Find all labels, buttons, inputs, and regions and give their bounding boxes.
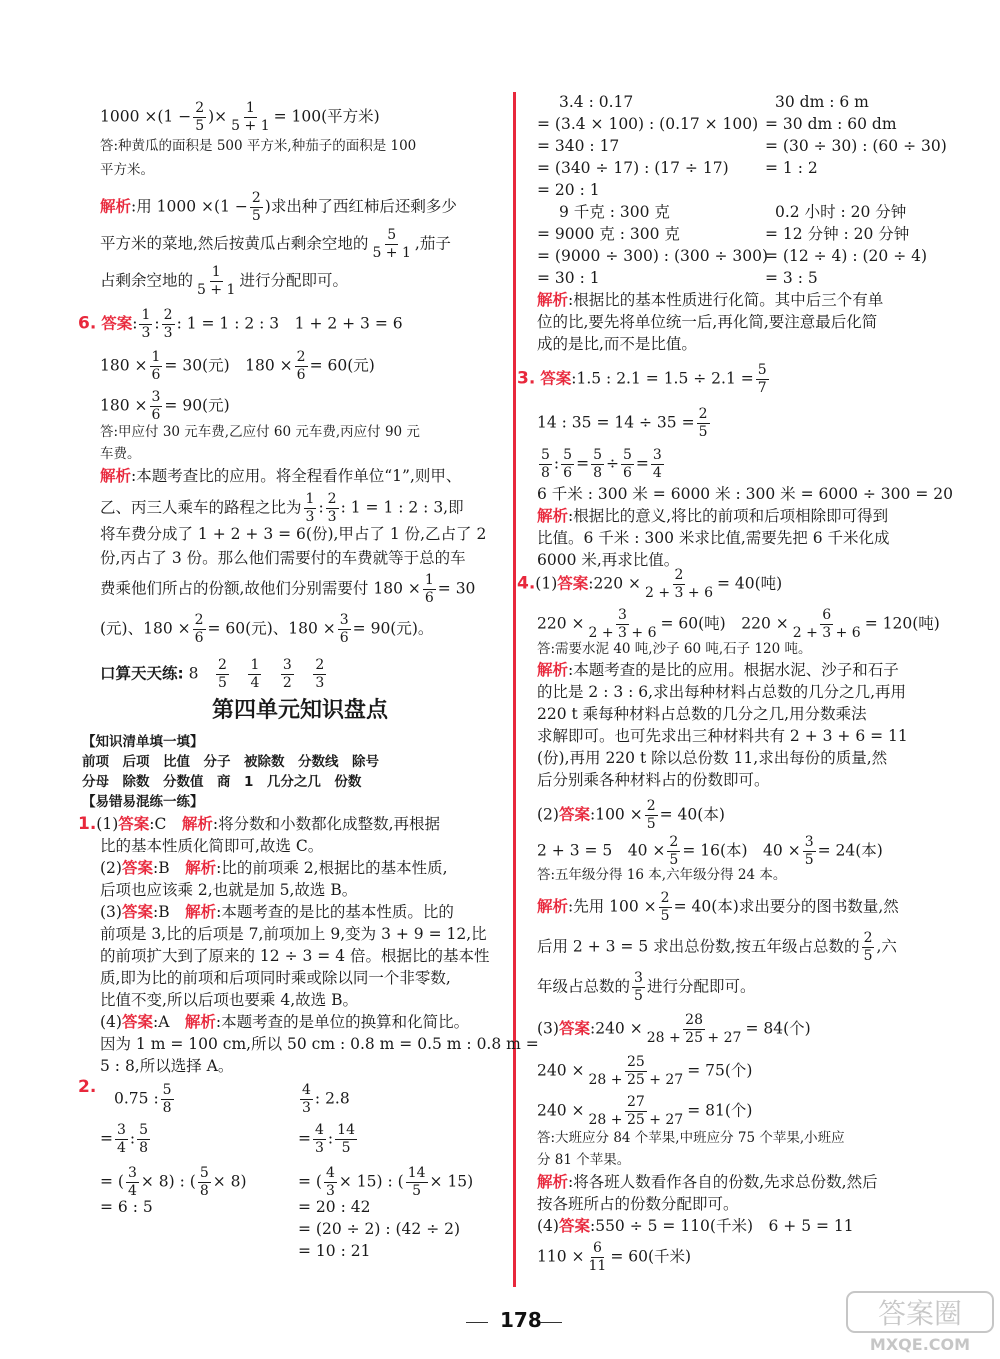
calc-line: 220 × $\frac{3}{2 + 3 + 6}$ = 60(吨) 220 × $\frac{6}{2 + 3 + 6}$ = 120(吨) — [537, 607, 940, 641]
section-heading: 【易错易混练一练】 — [82, 794, 204, 810]
column-divider — [513, 92, 516, 1287]
calc-line: = 3 : 5 — [765, 269, 818, 287]
answer-text: 答:种黄瓜的面积是 500 平方米,种茄子的面积是 100 — [100, 138, 417, 154]
calc-line: = 30 : 1 — [537, 269, 600, 287]
analysis-line: 年级占总数的 $\frac{3}{5}$ 进行分配即可。 — [537, 970, 756, 1004]
calc-line: = (9000 ÷ 300) : (300 ÷ 300) — [537, 247, 769, 265]
analysis-line: 乙、丙三人乘车的路程之比为 $\frac{1}{3}$ : $\frac{2}{3}$ : 1 = 1 : 2 : 3,即 — [100, 491, 464, 525]
answer-text: 答:甲应付 30 元车费,乙应付 60 元车费,丙应付 90 元 — [100, 424, 420, 440]
calc-line: 0.75 : $\frac{5}{8}$ — [114, 1082, 172, 1116]
analysis-line: 将车费分成了 1 + 2 + 3 = 6(份),甲占了 1 份,乙占了 2 — [100, 525, 487, 543]
calc-line: = 30 dm : 60 dm — [765, 115, 897, 133]
analysis-line: 220 t 乘每种材料占总数的几分之几,用分数乘法 — [537, 705, 867, 723]
analysis-line: 的比是 2 : 3 : 6,求出每种材料占总数的几分之几,再用 — [537, 683, 907, 701]
analysis-line: 按各班所占的份数分配即可。 — [537, 1195, 739, 1213]
right-column — [517, 92, 955, 1279]
analysis-line: 后分别乘各种材料占的份数即可。 — [537, 771, 770, 789]
answer-text: 答:需要水泥 40 吨,沙子 60 吨,石子 120 吨。 — [537, 641, 812, 657]
fill-answers: 前项 后项 比值 分子 被除数 分数线 除号 — [82, 754, 379, 770]
oral-practice: 口算天天练: 8 $\frac{2}{5}$ $\frac{1}{4}$ $\frac{3}{2}$ $\frac{2}{3}$ — [100, 657, 325, 691]
analysis-line: 质,即为比的前项和后项同时乘或除以同一个非零数, — [100, 969, 451, 987]
analysis-line: 占剩余空地的 $\frac{1}{5 + 1}$ 进行分配即可。 — [100, 264, 348, 298]
answer-text: 答:大班应分 84 个苹果,中班应分 75 个苹果,小班应 — [537, 1130, 845, 1146]
calc-line: = (12 ÷ 4) : (20 ÷ 4) — [765, 247, 928, 265]
analysis-line: 求解即可。也可先求出三种材料共有 2 + 3 + 6 = 11 — [537, 727, 908, 745]
analysis-line: 位的比,要先将单位统一后,再化简,要注意最后化简 — [537, 313, 878, 331]
calc-line: (4)答案:550 ÷ 5 = 110(千米) 6 + 5 = 11 — [537, 1217, 854, 1235]
question-6-answer: 6. 答案: $\frac{1}{3}$ : $\frac{2}{3}$ : 1 = 1 : 2 : 3 1 + 2 + 3 = 6 — [78, 307, 403, 341]
analysis-line: 5 : 8,所以选择 A。 — [100, 1057, 234, 1075]
question-1-answer: 1.(1)答案:C 解析:将分数和小数都化成整数,再根据 — [78, 814, 441, 834]
svg-text:MXQE.COM: MXQE.COM — [869, 1335, 971, 1354]
calc-line: = 6 : 5 — [100, 1198, 153, 1216]
calc-line: $\frac{5}{8}$ : $\frac{5}{6}$ = $\frac{5}{8}$ ÷ $\frac{5}{6}$ = $\frac{3}{4}$ — [541, 447, 662, 481]
calc-line: = 12 分钟 : 20 分钟 — [765, 225, 910, 243]
analysis-line: 解析:根据比的基本性质进行化简。其中后三个有单 — [537, 291, 884, 309]
calc-line: 180 × $\frac{1}{6}$ = 30(元) 180 × $\frac{2}{6}$ = 60(元) — [100, 349, 375, 383]
analysis-line: 后用 2 + 3 = 5 求出总份数,按五年级占总数的 $\frac{2}{5}$ ,六 — [537, 930, 897, 964]
analysis-line: 解析:用 1000 ×(1 − $\frac{2}{5}$ )求出种了西红柿后还剩多少 — [100, 190, 457, 224]
svg-text:答案圈: 答案圈 — [877, 1297, 963, 1330]
calc-line: 240 × $\frac{27}{28 + 25 + 27}$ = 81(个) — [537, 1094, 753, 1128]
answer-text: 车费。 — [100, 446, 141, 462]
calc-line: (2)答案:100 × $\frac{2}{5}$ = 40(本) — [537, 798, 725, 832]
analysis-line: 费乘他们所占的份额,故他们分别需要付 180 × $\frac{1}{6}$ = 30 — [100, 572, 476, 606]
calc-line: = 1 : 2 — [765, 159, 818, 177]
analysis-line: (元)、180 × $\frac{2}{6}$ = 60(元)、180 × $\frac{3}{6}$ = 90(元)。 — [100, 612, 434, 646]
analysis-line: 解析:根据比的意义,将比的前项和后项相除即可得到 — [537, 507, 889, 525]
calc-line: 14 : 35 = 14 ÷ 35 = $\frac{2}{5}$ — [537, 406, 708, 440]
calc-line: (3)答案:240 × $\frac{28}{28 + 25 + 27}$ = 84(个) — [537, 1012, 811, 1046]
calc-line: 180 × $\frac{3}{6}$ = 90(元) — [100, 389, 230, 423]
analysis-line: 成的是比,而不是比值。 — [537, 335, 697, 353]
question-3-answer: 3. 答案:1.5 : 2.1 = 1.5 ÷ 2.1 = $\frac{5}{7}$ — [517, 362, 767, 396]
analysis-line: 比值不变,所以后项也要乘 4,故选 B。 — [100, 991, 358, 1009]
fill-answers: 分母 除数 分数值 商 1 几分之几 份数 — [82, 774, 362, 790]
answer-text: 答:五年级分得 16 本,六年级分得 24 本。 — [537, 867, 787, 883]
calc-line: = $\frac{3}{4}$ : $\frac{5}{8}$ — [100, 1122, 149, 1156]
unit-title: 第四单元知识盘点 — [211, 698, 388, 723]
calc-line: = (20 ÷ 2) : (42 ÷ 2) — [298, 1220, 461, 1238]
analysis-line: 解析:本题考查比的应用。将全程看作单位“1”,则甲、 — [100, 467, 462, 485]
calc-line: 30 dm : 6 m — [775, 93, 869, 111]
calc-line: 9 千克 : 300 克 — [559, 203, 670, 221]
calc-line: = 20 : 42 — [298, 1198, 371, 1216]
analysis-line: 解析:先用 100 × $\frac{2}{5}$ = 40(本)求出要分的图书数量,然 — [537, 890, 899, 924]
calc-line: = ( $\frac{4}{3}$ × 15) : ( $\frac{14}{5}$ × 15) — [298, 1165, 474, 1199]
analysis-line: 解析:将各班人数看作各自的份数,先求总份数,然后 — [537, 1173, 878, 1191]
section-heading: 【知识清单填一填】 — [82, 734, 204, 750]
calc-line: = (3.4 × 100) : (0.17 × 100) — [537, 115, 759, 133]
analysis-line: (3)答案:B 解析:本题考查的是比的基本性质。比的 — [100, 903, 454, 921]
analysis-line: 比的基本性质化简即可,故选 C。 — [100, 837, 324, 855]
analysis-line: 6000 米,再求比值。 — [537, 551, 680, 569]
calc-line: = 9000 克 : 300 克 — [537, 225, 680, 243]
calc-line: = ( $\frac{3}{4}$ × 8) : ( $\frac{5}{8}$ × 8) — [100, 1165, 247, 1199]
analysis-line: 前项是 3,比的后项是 7,前项加上 9,变为 3 + 9 = 12,比 — [100, 925, 487, 943]
question-4-answer: 4.(1)答案:220 × $\frac{2}{2 + 3 + 6}$ = 40(吨) — [517, 567, 783, 601]
analysis-line: 因为 1 m = 100 cm,所以 50 cm : 0.8 m = 0.5 m : 0.8 m = — [100, 1035, 539, 1053]
page-number: 178 — [500, 1308, 542, 1332]
calc-line: 3.4 : 0.17 — [559, 93, 634, 111]
page-number-dash-left — [466, 1322, 488, 1323]
analysis-line: 比值。6 千米 : 300 米求比值,需要先把 6 千米化成 — [537, 529, 890, 547]
calc-line: = $\frac{4}{3}$ : $\frac{14}{5}$ — [298, 1122, 355, 1156]
analysis-line: 的前项扩大到了原来的 12 ÷ 3 = 4 倍。根据比的基本性 — [100, 947, 490, 965]
analysis-line: (2)答案:B 解析:比的前项乘 2,根据比的基本性质, — [100, 859, 448, 877]
calc-line: 6 千米 : 300 米 = 6000 米 : 300 米 = 6000 ÷ 300 = 20 — [537, 485, 953, 503]
calc-line: = (30 ÷ 30) : (60 ÷ 30) — [765, 137, 947, 155]
calc-line: = 10 : 21 — [298, 1242, 371, 1260]
analysis-line: 份,丙占了 3 份。那么他们需要付的车费就等于总的车 — [100, 549, 466, 567]
calc-line: 0.2 小时 : 20 分钟 — [775, 203, 907, 221]
calc-line: = 20 : 1 — [537, 181, 600, 199]
answer-text: 平方米。 — [100, 162, 154, 178]
analysis-line: 平方米的菜地,然后按黄瓜占剩余空地的 $\frac{5}{5 + 1}$ ,茄子 — [100, 227, 451, 261]
calc-line: = (340 ÷ 17) : (17 ÷ 17) — [537, 159, 729, 177]
analysis-line: (份),再用 220 t 除以总份数 11,求出每份的质量,然 — [537, 749, 888, 767]
answer-text: 分 81 个苹果。 — [537, 1152, 631, 1168]
calc-line: = 340 : 17 — [537, 137, 620, 155]
watermark-logo — [845, 1290, 995, 1354]
question-2-number: 2. — [78, 1077, 97, 1097]
calc-line: 240 × $\frac{25}{28 + 25 + 27}$ = 75(个) — [537, 1054, 753, 1088]
calc-line: 2 + 3 = 5 40 × $\frac{2}{5}$ = 16(本) 40 × $\frac{3}{5}$ = 24(本) — [537, 834, 883, 868]
analysis-line: 解析:本题考查的是比的应用。根据水泥、沙子和石子 — [537, 661, 899, 679]
analysis-line: (4)答案:A 解析:本题考查的是单位的换算和化简比。 — [100, 1013, 470, 1031]
calc-line: $\frac{4}{3}$ : 2.8 — [302, 1082, 350, 1116]
page-number-dash-right — [540, 1322, 562, 1323]
left-column — [78, 92, 539, 1279]
analysis-line: 后项也应该乘 2,也就是加 5,故选 B。 — [100, 881, 358, 899]
calc-line: 1000 ×(1 − $\frac{2}{5}$ )× $\frac{1}{5 + 1}$ = 100(平方米) — [100, 100, 380, 134]
calc-line: 110 × $\frac{6}{11}$ = 60(千米) — [537, 1240, 692, 1274]
